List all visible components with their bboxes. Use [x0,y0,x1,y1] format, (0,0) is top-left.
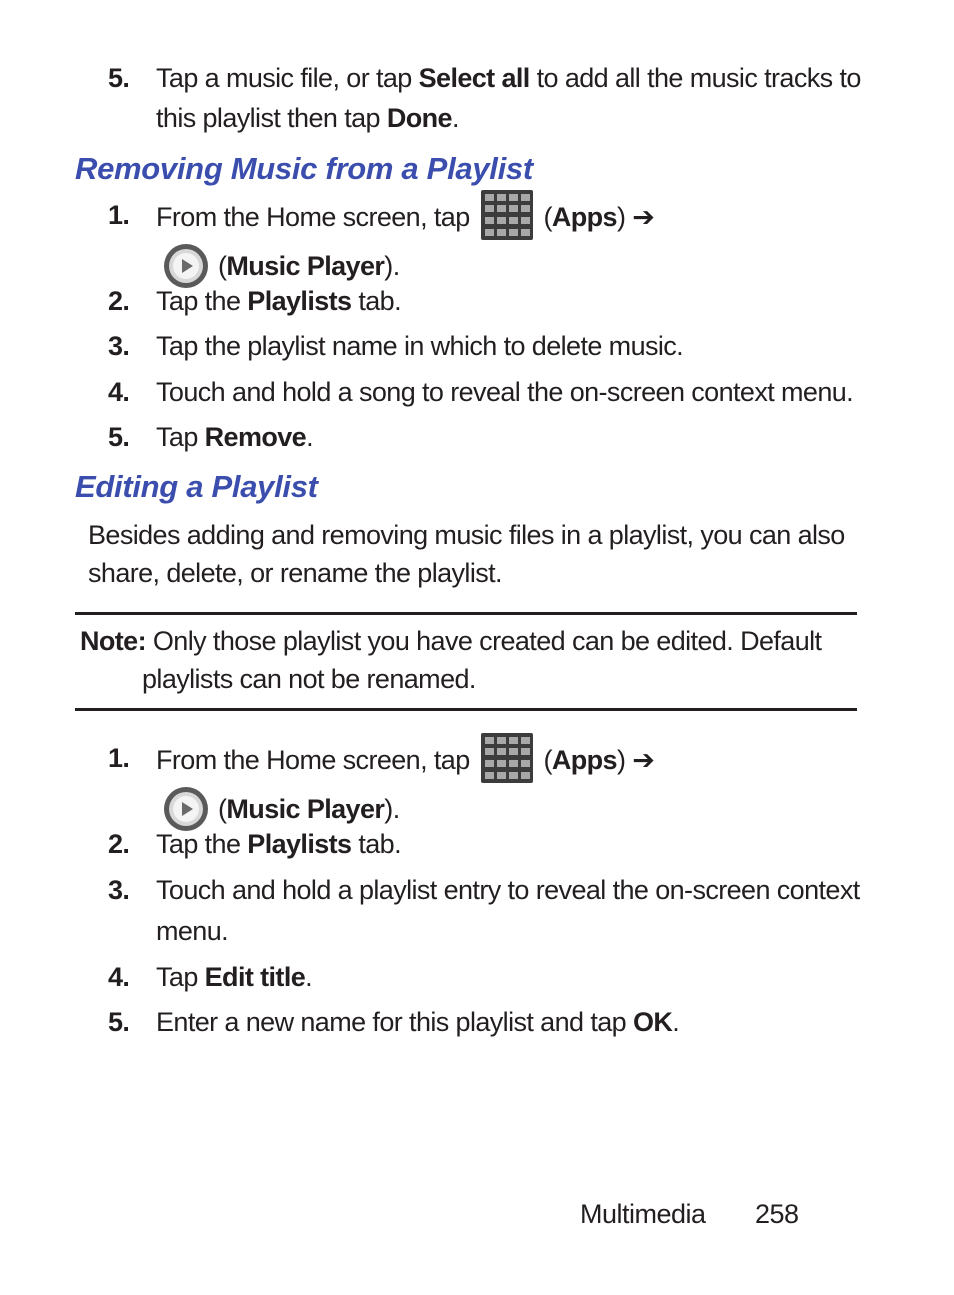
step-text: From the Home screen, tap [156,745,470,776]
step-text: Tap a music file, or tap [156,63,419,93]
note-top-rule [75,612,857,615]
removing-step-1 [108,194,868,292]
step-text: menu. [156,916,229,946]
removing-step-3 [108,326,868,366]
arrow-right-icon: ➔ [632,745,655,776]
editing-step-4 [108,957,868,997]
editing-step-2 [108,824,868,864]
step-text: Touch and hold a song to reveal the on-screen context menu. [156,377,854,407]
step-number: 3. [108,331,130,361]
ok-label: OK [632,1007,673,1037]
paragraph-line: share, delete, or rename the playlist. [88,558,502,588]
step-text: this playlist then tap [156,103,387,133]
step-text: From the Home screen, tap [156,202,470,233]
editing-step-1 [108,737,868,835]
removing-step-2 [108,281,868,321]
step-text: . [305,962,313,992]
step-text: . [451,103,459,133]
step-number: 5. [108,63,130,93]
done-label: Done [386,103,452,133]
step-number: 3. [108,875,130,905]
step-text: ). [384,794,400,825]
step-text: ) [616,745,626,776]
apps-grid-icon [481,733,533,783]
select-all-label: Select all [418,63,530,93]
step-number: 5. [108,1007,130,1037]
step-text: to add all the music tracks to [529,63,861,93]
step-text: ( [536,745,552,776]
remove-label: Remove [204,422,307,452]
playlists-label: Playlists [247,829,352,859]
music-player-label: Music Player [226,251,385,282]
step-text: Tap [156,962,205,992]
step-text: ( [536,202,552,233]
footer-page-number: 258 [755,1199,799,1229]
edit-title-label: Edit title [204,962,306,992]
step-text: Tap the playlist name in which to delete music. [156,331,684,361]
intro-step-5 [108,58,868,138]
arrow-right-icon: ➔ [632,202,655,233]
playlists-label: Playlists [247,286,352,316]
step-text: Tap [156,422,205,452]
paragraph-line: Besides adding and removing music files in a playlist, you can also [88,520,845,550]
step-text: Tap the [156,829,248,859]
step-text: ( [218,794,227,825]
note-text: Only those playlist you have created can be edited. Default [146,626,822,656]
apps-label: Apps [551,745,617,776]
step-text: tab. [351,829,401,859]
step-number: 5. [108,422,130,452]
step-text: ( [218,251,227,282]
editing-intro-paragraph [88,516,868,592]
note-text: playlists can not be renamed. [142,664,476,694]
heading-removing-music: Removing Music from a Playlist [75,151,533,186]
note-box [80,622,860,698]
step-number: 1. [108,200,130,230]
note-bottom-rule [75,708,857,711]
step-number: 4. [108,377,130,407]
step-number: 1. [108,743,130,773]
heading-editing-playlist: Editing a Playlist [75,469,318,504]
editing-step-5 [108,1002,868,1042]
step-text: Enter a new name for this playlist and tap [156,1007,633,1037]
apps-grid-icon [481,190,533,240]
step-number: 2. [108,829,130,859]
step-text: Touch and hold a playlist entry to reveal the on-screen context [156,875,860,905]
step-number: 4. [108,962,130,992]
step-text: ). [384,251,400,282]
music-player-label: Music Player [226,794,385,825]
removing-step-4 [108,372,868,412]
step-text: . [672,1007,680,1037]
editing-step-3 [108,870,868,952]
step-text: Tap the [156,286,248,316]
step-text: . [306,422,313,452]
note-label: Note: [80,626,146,656]
removing-step-5 [108,417,868,457]
footer-section-name: Multimedia [580,1199,706,1229]
step-text: ) [616,202,626,233]
step-text: tab. [351,286,401,316]
apps-label: Apps [551,202,617,233]
step-number: 2. [108,286,130,316]
